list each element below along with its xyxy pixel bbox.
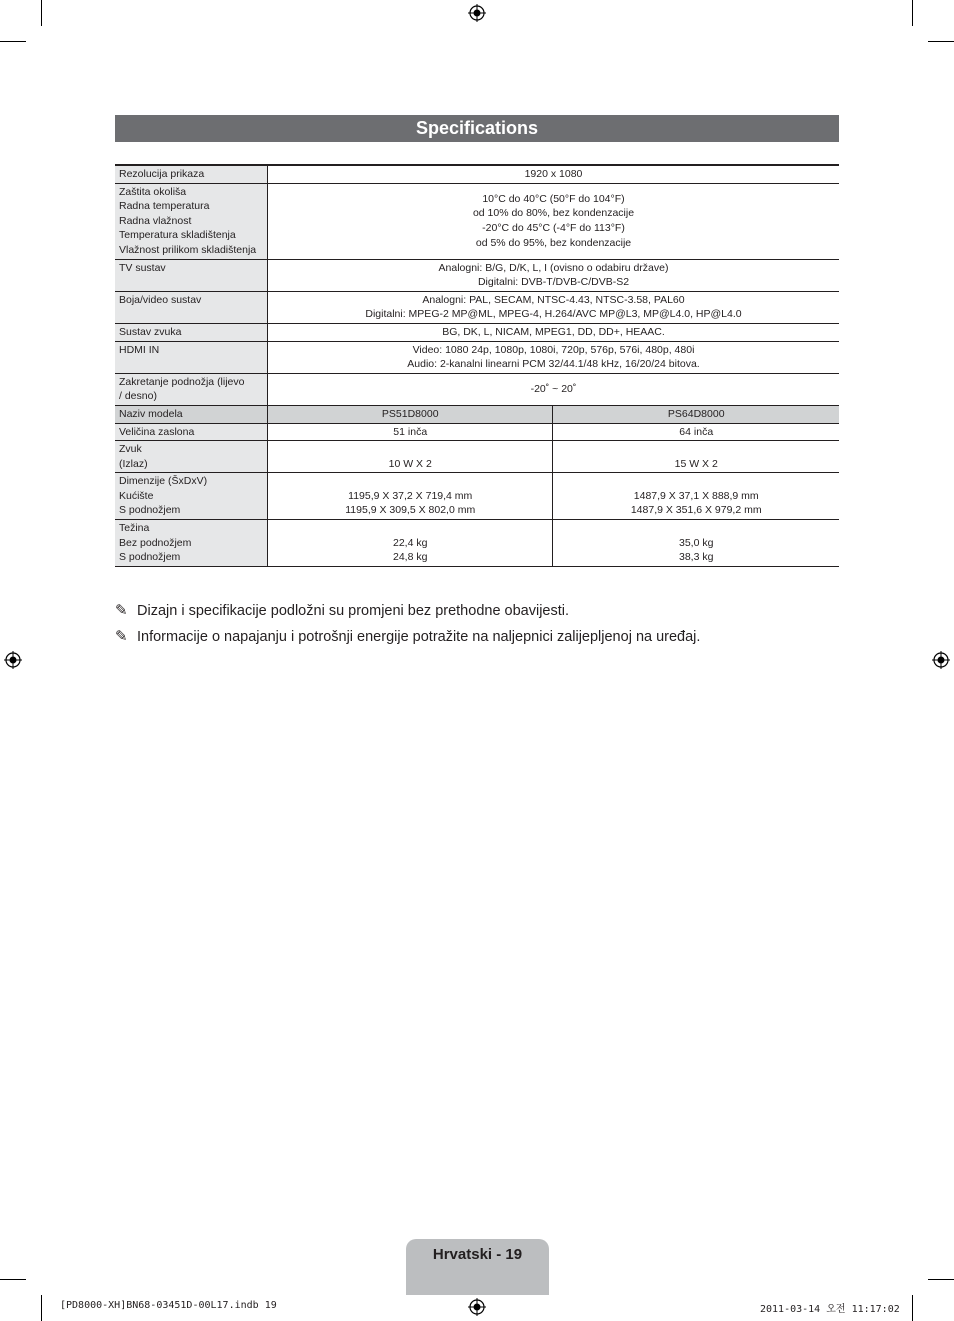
registration-mark-icon (468, 4, 486, 22)
specifications-table (115, 164, 839, 567)
cell-text: Naziv modela (119, 407, 183, 420)
row-label (115, 165, 268, 183)
cell-text: -20˚ ~ 20˚ (530, 383, 577, 396)
row-value (268, 323, 840, 341)
model-a-value (268, 473, 553, 520)
table-row (115, 441, 839, 473)
row-value (268, 291, 840, 323)
row-label (115, 405, 268, 423)
cell-text: 10 W X 2 (388, 457, 432, 470)
table-row (115, 423, 839, 441)
row-value (268, 259, 840, 291)
crop-mark (928, 1279, 954, 1280)
notes (115, 601, 875, 653)
registration-mark-icon (4, 651, 22, 669)
cell-text: 38,3 kg (679, 551, 714, 564)
cell-text: Zaštita okoliša (119, 185, 187, 198)
cell-text: Dimenzije (ŠxDxV) (119, 475, 208, 488)
cell-text: Audio: 2-kanalni linearni PCM 32/44.1/48 kHz, 16/20/24 bitova. (407, 358, 700, 371)
cell-text: 10°C do 40°C (50°F do 104°F) (482, 192, 625, 205)
crop-mark (41, 1295, 42, 1321)
cell-text: Zvuk (119, 443, 142, 456)
cell-text: HDMI IN (119, 343, 160, 356)
cell-text: Boja/video sustav (119, 293, 202, 306)
model-a-value (268, 405, 553, 423)
registration-mark-icon (468, 1298, 486, 1316)
model-a-value (268, 441, 553, 473)
crop-mark (0, 41, 26, 42)
note-text: Dizajn i specifikacije podložni su promjeni bez prethodne obavijesti. (137, 603, 570, 619)
model-a-value (268, 423, 553, 441)
cell-text: Bez podnožjem (119, 536, 192, 549)
row-value (268, 341, 840, 373)
model-b-value (553, 423, 839, 441)
model-a-value (268, 520, 553, 567)
row-label (115, 473, 268, 520)
cell-text: 1487,9 X 351,6 X 979,2 mm (630, 504, 762, 517)
cell-text: Video: 1080 24p, 1080p, 1080i, 720p, 576p, 576i, 480p, 480i (412, 343, 695, 356)
cell-text: / desno) (119, 390, 157, 403)
table-row (115, 323, 839, 341)
row-value (268, 183, 840, 259)
pencil-note-icon: ✎ (115, 602, 128, 619)
row-value (268, 373, 840, 405)
cell-text: S podnožjem (119, 504, 181, 517)
table-row (115, 183, 839, 259)
crop-mark (912, 1295, 913, 1321)
table-row (115, 473, 839, 520)
cell-text: 35,0 kg (679, 536, 714, 549)
registration-mark-icon (932, 651, 950, 669)
cell-text: -20°C do 45°C (-4°F do 113°F) (482, 222, 625, 235)
cell-text: 51 inča (393, 425, 428, 438)
cell-text: 1920 x 1080 (524, 168, 583, 180)
note-text: Informacije o napajanju i potrošnji energije potražite na naljepnici zalijepljenoj na uređaj. (137, 629, 701, 645)
table-row (115, 405, 839, 423)
row-label (115, 291, 268, 323)
cell-text: 15 W X 2 (674, 457, 718, 470)
cell-text: S podnožjem (119, 551, 181, 564)
cell-text: Digitalni: MPEG-2 MP@ML, MPEG-4, H.264/AVC MP@L3, MP@L4.0, HP@L4.0 (365, 308, 742, 321)
cell-text: Vlažnost prilikom skladištenja (119, 243, 257, 256)
page-number-tab: Hrvatski - 19 (406, 1239, 549, 1295)
model-b-value (553, 405, 839, 423)
cell-text: PS51D8000 (381, 407, 439, 420)
table-row (115, 341, 839, 373)
cell-text: od 10% do 80%, bez kondenzacije (472, 207, 635, 220)
crop-mark (0, 1279, 26, 1280)
row-label (115, 259, 268, 291)
table-row (115, 520, 839, 567)
pencil-note-icon: ✎ (115, 628, 128, 645)
note-item (115, 627, 875, 653)
cell-text: BG, DK, L, NICAM, MPEG1, DD, DD+, HEAAC. (442, 325, 665, 338)
row-label (115, 373, 268, 405)
row-label (115, 323, 268, 341)
cell-text: 22,4 kg (393, 536, 428, 549)
print-slug-right: 2011-03-14 오전 11:17:02 (760, 1304, 900, 1315)
cell-text: Zakretanje podnožja (lijevo (119, 375, 245, 388)
table-row (115, 291, 839, 323)
cell-text: Rezolucija prikaza (119, 168, 205, 180)
cell-text: Digitalni: DVB-T/DVB-C/DVB-S2 (477, 276, 630, 289)
crop-mark (928, 41, 954, 42)
note-item (115, 601, 875, 627)
cell-text: Radna temperatura (119, 200, 210, 213)
row-label (115, 441, 268, 473)
cell-text: 1487,9 X 37,1 X 888,9 mm (633, 489, 759, 502)
cell-text: TV sustav (119, 261, 166, 274)
model-b-value (553, 473, 839, 520)
cell-text: Kućište (119, 489, 154, 502)
page-title: Specifications (115, 115, 839, 142)
cell-text: Temperatura skladištenja (119, 229, 236, 242)
cell-text: PS64D8000 (667, 407, 725, 420)
cell-text: Težina (119, 522, 150, 535)
row-label (115, 520, 268, 567)
crop-mark (41, 0, 42, 26)
cell-text: 24,8 kg (393, 551, 428, 564)
row-label (115, 183, 268, 259)
cell-text: Veličina zaslona (119, 425, 195, 438)
row-label (115, 341, 268, 373)
cell-text: (Izlaz) (119, 457, 148, 470)
cell-text: 1195,9 X 309,5 X 802,0 mm (345, 504, 476, 517)
cell-text: od 5% do 95%, bez kondenzacije (475, 236, 632, 249)
cell-text: Radna vlažnost (119, 214, 192, 227)
cell-text: Sustav zvuka (119, 325, 182, 338)
table-row (115, 373, 839, 405)
model-b-value (553, 520, 839, 567)
table-row (115, 165, 839, 183)
print-slug-left: [PD8000-XH]BN68-03451D-00L17.indb 19 (60, 1300, 277, 1311)
model-b-value (553, 441, 839, 473)
row-label (115, 423, 268, 441)
row-value (268, 165, 840, 183)
cell-text: 64 inča (679, 425, 714, 438)
crop-mark (912, 0, 913, 26)
cell-text: Analogni: PAL, SECAM, NTSC-4.43, NTSC-3.58, PAL60 (422, 293, 685, 306)
table-row (115, 259, 839, 291)
cell-text: 1195,9 X 37,2 X 719,4 mm (348, 489, 473, 502)
cell-text: Analogni: B/G, D/K, L, I (ovisno o odabiru države) (438, 261, 669, 274)
